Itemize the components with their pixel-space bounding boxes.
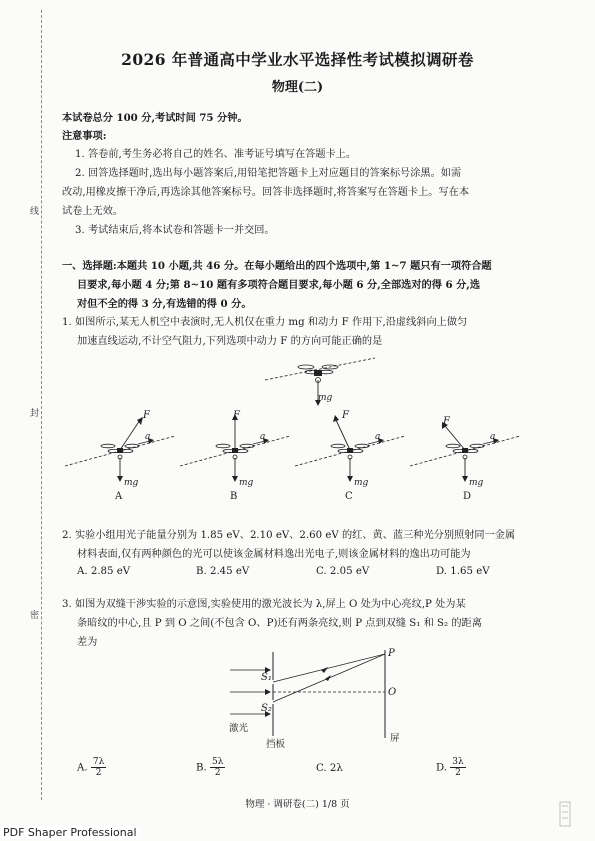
q2-option-d: D. 1.65 eV (436, 566, 490, 577)
option-a-force-label: F (143, 410, 150, 421)
q2-option-c: C. 2.05 eV (316, 566, 370, 577)
option-c-figure (295, 415, 405, 482)
q3-board-label: 挡板 (266, 739, 286, 750)
option-a-figure (65, 417, 175, 482)
binding-mark-middle: 封 (30, 409, 40, 419)
binding-mark-bottom: 密 (30, 611, 40, 621)
binding-line (41, 10, 42, 800)
option-a-gravity-label: mg (124, 478, 139, 488)
option-b-gravity-label: mg (239, 478, 254, 488)
q3-point-o: O (388, 687, 397, 698)
pdf-watermark: PDF Shaper Professional (0, 826, 140, 839)
question-1-text: 1. 如图所示,某无人机空中表演时,无人机仅在重力 mg 和动力 F 作用下,沿虚线斜向上做匀 (62, 317, 468, 328)
exam-intro: 本试卷总分 100 分,考试时间 75 分钟。 (62, 112, 248, 124)
drone-icon (298, 365, 338, 383)
q2-option-a: A. 2.85 eV (77, 566, 131, 577)
section-heading: 目要求,每小题 4 分;第 8~10 题有多项符合题目要求,每小题 6 分,全部选对的得 6 分,选 (77, 279, 481, 291)
section-heading: 对但不全的得 3 分,有选错的得 0 分。 (77, 298, 252, 310)
option-d-label: D (463, 491, 472, 502)
q3-option-b: B. $\frac{5\lambda}{2}$ (196, 757, 224, 778)
question-3-text: 差为 (77, 637, 98, 648)
option-b-label: B (230, 491, 238, 502)
option-d-accel-label: a (490, 432, 496, 442)
option-d-force-label: F (443, 416, 450, 427)
question-2-text: 材料表面,仅有两种颜色的光可以使该金属材料逸出光电子,则该金属材料的逸出功可能为 (77, 549, 471, 560)
q1-main-gravity-label: mg (318, 393, 333, 403)
exam-subtitle: 物理(二) (271, 80, 324, 95)
option-b-accel-label: a (260, 432, 266, 442)
question-2-text: 2. 实验小组用光子能量分别为 1.85 eV、2.10 eV、2.60 eV 的红、黄、蓝三种光分别照射同一金属 (62, 530, 516, 541)
question-3-text: 条暗纹的中心,且 P 到 O 之间(不包含 O、P)还有两条亮纹,则 P 点到双缝 S₁ 和 S₂ 的距离 (77, 618, 482, 629)
binding-mark-top: 线 (30, 207, 40, 217)
notice-heading: 注意事项: (62, 130, 107, 142)
fraction: $\frac{3\lambda}{2}$ (452, 757, 464, 778)
notice-line: 2. 回答选择题时,选出每小题答案后,用铅笔把答题卡上对应题目的答案标号涂黑。如需 (75, 168, 462, 179)
q3-option-a: A. $\frac{7\lambda}{2}$ (77, 757, 105, 778)
q2-option-b: B. 2.45 eV (196, 566, 250, 577)
option-d-figure (410, 422, 520, 482)
option-d-gravity-label: mg (469, 478, 484, 488)
q3-double-slit-figure (225, 650, 405, 740)
notice-line: 试卷上无效。 (62, 206, 124, 217)
page-footer: 物理 · 调研卷(二) 1/8 页 (245, 799, 350, 810)
option-c-force-label: F (342, 410, 349, 421)
option-c-label: C (345, 491, 353, 502)
notice-line: 1. 答卷前,考生务必将自己的姓名、准考证号填写在答题卡上。 (75, 149, 357, 160)
q3-slit-s1: S₁ (261, 672, 272, 683)
question-1-text: 加速直线运动,不计空气阻力,下列选项中动力 F 的方向可能正确的是 (77, 336, 383, 347)
option-a-label: A (115, 491, 123, 502)
exam-title: 2026 年普通高中学业水平选择性考试模拟调研卷 (121, 50, 474, 69)
option-b-figure (180, 414, 290, 482)
q3-point-p: P (388, 648, 395, 659)
q3-screen-label: 屏 (390, 733, 400, 744)
q3-laser-label: 激光 (229, 723, 249, 734)
section-heading: 一、选择题:本题共 10 小题,共 46 分。在每小题给出的四个选项中,第 1~7 题只有一项符合题 (62, 260, 492, 272)
option-b-force-label: F (233, 410, 240, 421)
q3-slit-s2: S₂ (261, 703, 272, 714)
q3-option-c: C. 2λ (316, 763, 343, 774)
option-c-gravity-label: mg (354, 478, 369, 488)
question-3-text: 3. 如图为双缝干涉实验的示意图,实验使用的激光波长为 λ,屏上 O 处为中心亮纹,P 处为某 (62, 599, 466, 610)
fraction: $\frac{7\lambda}{2}$ (92, 757, 105, 778)
scan-mark-icon (558, 800, 574, 828)
q3-option-d: D. $\frac{3\lambda}{2}$ (436, 757, 464, 778)
notice-line: 改动,用橡皮擦干净后,再选涂其他答案标号。回答非选择题时,将答案写在答题卡上。写在本 (62, 187, 470, 198)
option-c-accel-label: a (375, 432, 381, 442)
fraction: $\frac{5\lambda}{2}$ (211, 757, 224, 778)
option-a-accel-label: a (145, 432, 151, 442)
notice-line: 3. 考试结束后,将本试卷和答题卡一并交回。 (75, 225, 275, 236)
q1-option-figures (60, 408, 530, 508)
